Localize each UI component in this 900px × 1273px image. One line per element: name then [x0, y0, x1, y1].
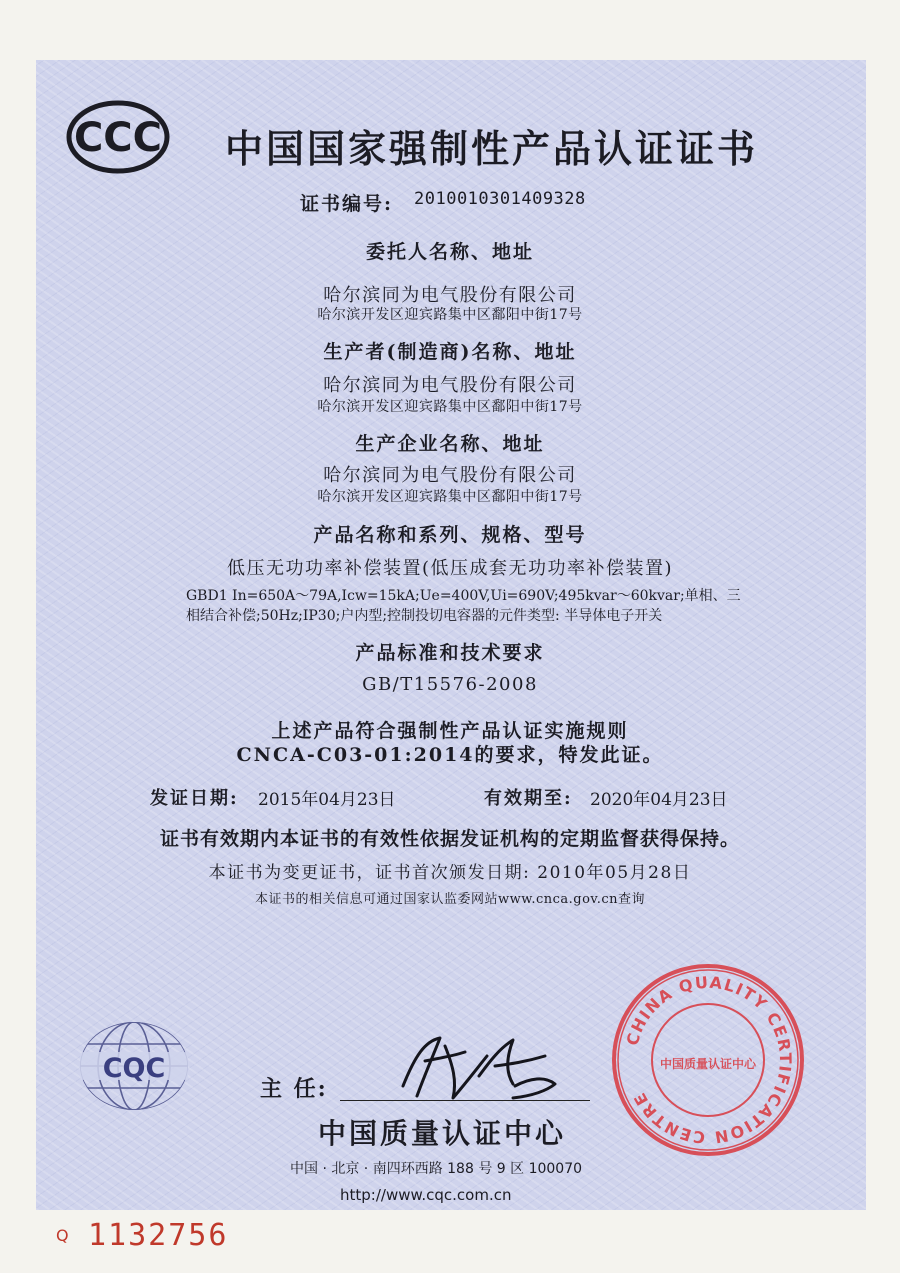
standard-heading: 产品标准和技术要求 — [355, 642, 545, 664]
factory-name: 哈尔滨同为电气股份有限公司 — [323, 465, 577, 486]
cqc-logo-icon — [74, 1016, 194, 1116]
manufacturer-heading: 生产者(制造商)名称、地址 — [323, 341, 577, 363]
factory-heading: 生产企业名称、地址 — [355, 433, 545, 455]
svg-text:CCC: CCC — [73, 115, 163, 161]
valid-until-label: 有效期至: — [484, 788, 573, 809]
signature-icon — [395, 1026, 565, 1106]
change-note: 本证书为变更证书，证书首次颁发日期: 2010年05月28日 — [208, 863, 692, 883]
product-name: 低压无功功率补偿装置(低压成套无功功率补偿装置) — [226, 558, 674, 579]
product-heading: 产品名称和系列、规格、型号 — [313, 524, 587, 546]
certificate-number-value: 2010010301409328 — [414, 189, 586, 209]
factory-address: 哈尔滨开发区迎宾路集中区鄱阳中街17号 — [317, 489, 583, 505]
issuer-url: http://www.cqc.com.cn — [340, 1186, 512, 1204]
conformity-line-2: CNCA-C03-01:2014的要求，特发此证。 — [236, 744, 664, 766]
issue-date-label: 发证日期: — [150, 788, 239, 809]
client-name: 哈尔滨同为电气股份有限公司 — [323, 285, 577, 306]
svg-text:中国质量认证中心: 中国质量认证中心 — [659, 1057, 757, 1071]
client-heading: 委托人名称、地址 — [365, 241, 534, 263]
standard-value: GB/T15576-2008 — [362, 674, 538, 695]
issuer-name: 中国质量认证中心 — [318, 1117, 567, 1150]
conformity-line-1: 上述产品符合强制性产品认证实施规则 — [271, 720, 629, 742]
client-address: 哈尔滨开发区迎宾路集中区鄱阳中街17号 — [317, 307, 583, 323]
signature-line — [340, 1100, 590, 1101]
serial-prefix: Q — [56, 1226, 69, 1245]
certificate-title: 中国国家强制性产品认证证书 — [225, 126, 759, 171]
certificate-number-label: 证书编号: — [300, 193, 394, 215]
ccc-logo-icon — [66, 100, 170, 174]
serial-number: 1132756 — [88, 1218, 229, 1253]
issuer-address: 中国 · 北京 · 南四环西路 188 号 9 区 100070 — [290, 1161, 583, 1177]
inquiry-note: 本证书的相关信息可通过国家认监委网站www.cnca.gov.cn查询 — [254, 892, 646, 907]
valid-until-value: 2020年04月23日 — [590, 790, 728, 810]
validity-note: 证书有效期内本证书的有效性依据发证机构的定期监督获得保持。 — [159, 828, 740, 850]
manufacturer-name: 哈尔滨同为电气股份有限公司 — [323, 375, 577, 396]
director-label: 主 任: — [260, 1076, 328, 1102]
manufacturer-address: 哈尔滨开发区迎宾路集中区鄱阳中街17号 — [317, 399, 583, 415]
svg-text:CHINA QUALITY CERTIFICATION CE: CHINA QUALITY CERTIFICATION CENTRE — [622, 972, 796, 1148]
issue-date-value: 2015年04月23日 — [258, 790, 396, 810]
product-specification: GBD1 In=650A～79A,Icw=15kA;Ue=400V,Ui=690V;495kvar～60kvar;单相、三相结合补偿;50Hz;IP30;户内型;控制投切电容器的元件类型: 半导体电子开关 — [186, 588, 741, 624]
svg-text:CQC: CQC — [102, 1053, 166, 1084]
stamp-icon — [608, 960, 808, 1160]
